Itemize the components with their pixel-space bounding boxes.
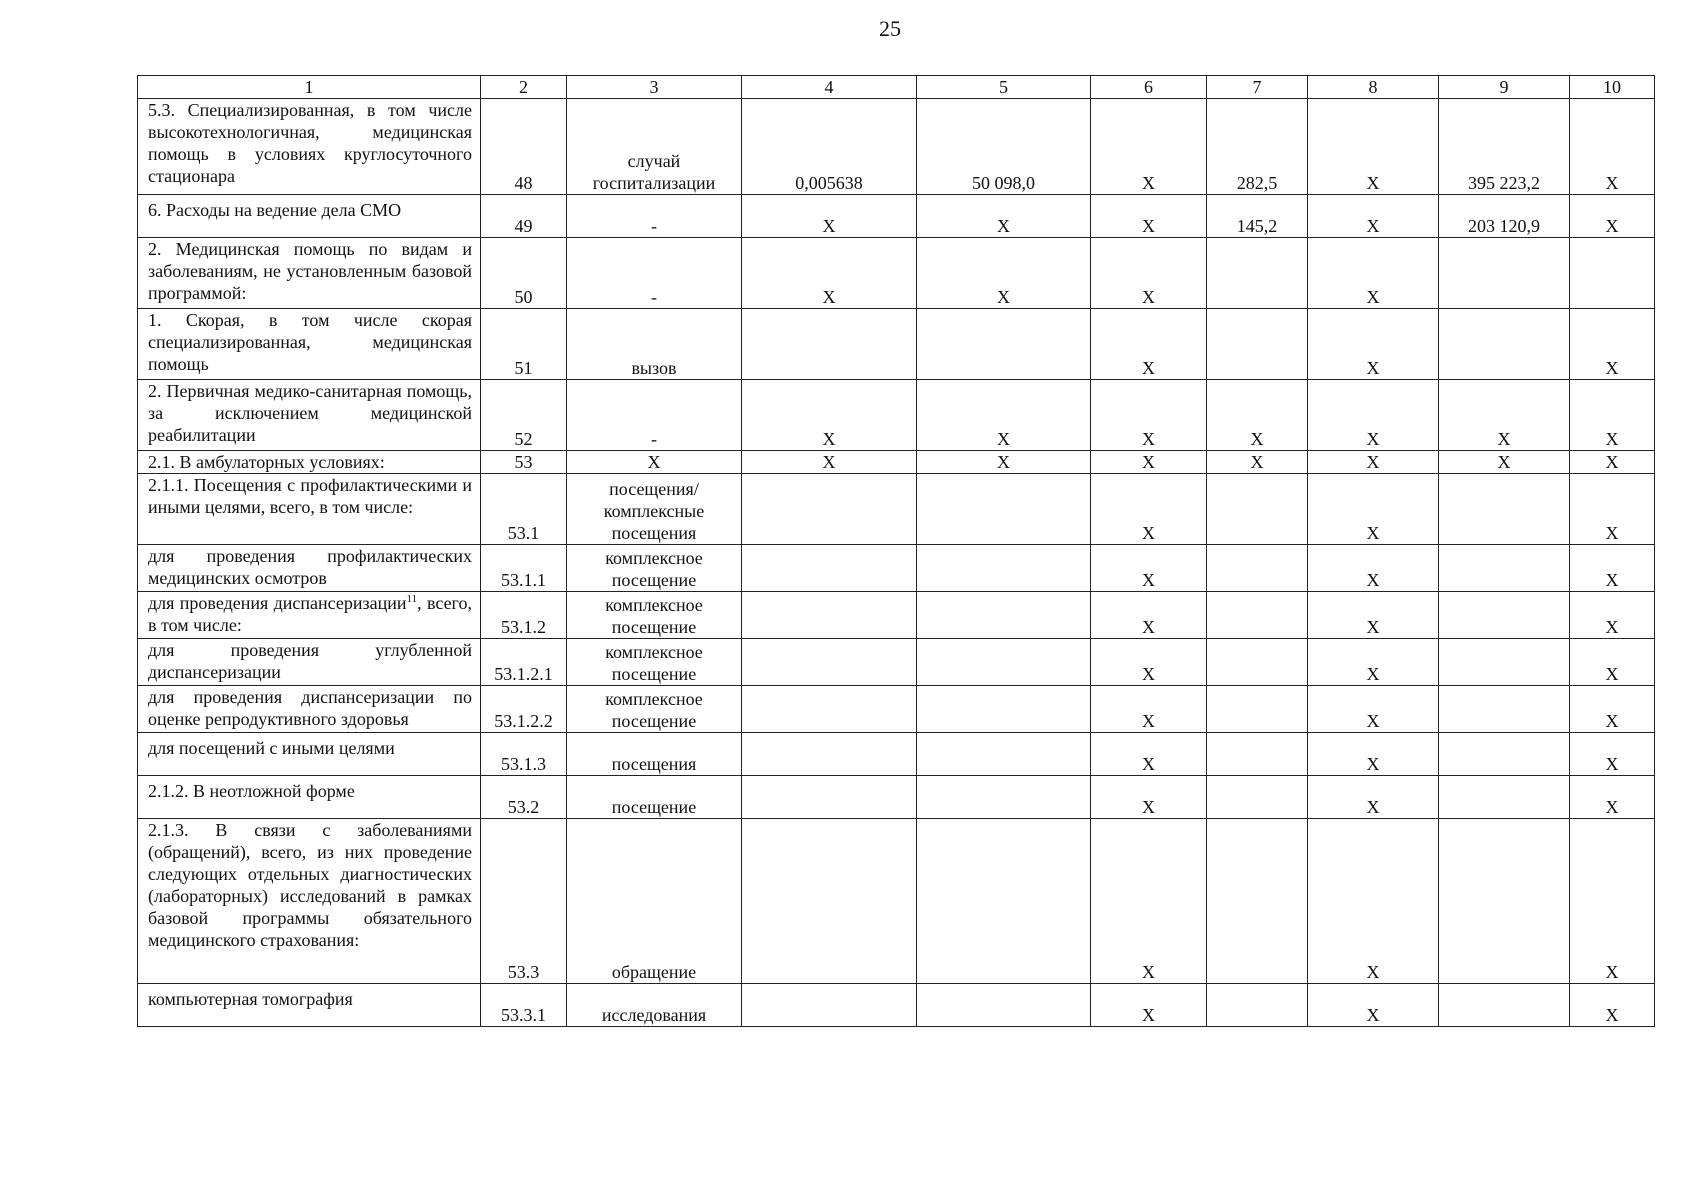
tariff-table [137,75,1655,1027]
row-cell-9 [1439,592,1570,639]
row-name: 6. Расходы на ведение дела СМО [138,195,481,238]
row-cell-5 [917,639,1091,686]
row-cell-4: 0,005638 [742,99,917,195]
row-line-number: 53.1.2.2 [481,686,567,733]
row-name: 1. Скорая, в том числе скорая специализированная, медицинская помощь [138,309,481,380]
row-cell-9 [1439,686,1570,733]
row-cell-4 [742,474,917,545]
row-name: 2.1.3. В связи с заболеваниями (обращений), всего, из них проведение следующих отдельных диагностических (лабораторных) исследований в рамках базовой программы обязательного медицинского страхования: [138,819,481,984]
row-unit: - [567,380,742,451]
column-number-header-row [138,76,1655,99]
row-cell-6: X [1091,984,1207,1027]
row-unit: X [567,451,742,474]
row-cell-7 [1207,592,1308,639]
row-name: 2.1.2. В неотложной форме [138,776,481,819]
row-cell-5: X [917,380,1091,451]
table-row [138,545,1655,592]
row-cell-5 [917,474,1091,545]
row-line-number: 52 [481,380,567,451]
table-row [138,776,1655,819]
row-name-text: для проведения диспансеризации [148,593,407,613]
table-row [138,309,1655,380]
row-cell-5 [917,592,1091,639]
row-cell-9 [1439,733,1570,776]
row-line-number: 53 [481,451,567,474]
column-number-3: 3 [567,76,742,99]
row-cell-6: X [1091,380,1207,451]
row-cell-6: X [1091,195,1207,238]
row-cell-5 [917,545,1091,592]
row-cell-6: X [1091,309,1207,380]
row-line-number: 53.3.1 [481,984,567,1027]
row-cell-8: X [1308,776,1439,819]
row-cell-4 [742,309,917,380]
row-name: для проведения углубленной диспансеризации [138,639,481,686]
row-cell-10: X [1570,451,1655,474]
row-cell-8: X [1308,380,1439,451]
row-name: 2.1. В амбулаторных условиях: [138,451,481,474]
row-line-number: 53.1.2.1 [481,639,567,686]
row-cell-5 [917,733,1091,776]
row-cell-10: X [1570,195,1655,238]
row-unit: исследования [567,984,742,1027]
row-cell-4 [742,545,917,592]
row-cell-8: X [1308,309,1439,380]
table-row [138,733,1655,776]
row-cell-7 [1207,733,1308,776]
row-cell-8: X [1308,474,1439,545]
row-cell-9: X [1439,380,1570,451]
column-number-1: 1 [138,76,481,99]
row-cell-5 [917,776,1091,819]
column-number-8: 8 [1308,76,1439,99]
row-cell-10: X [1570,309,1655,380]
row-unit: посещения/ комплексные посещения [567,474,742,545]
row-cell-10: X [1570,639,1655,686]
row-cell-6: X [1091,545,1207,592]
row-name: для посещений с иными целями [138,733,481,776]
row-cell-9 [1439,776,1570,819]
row-cell-7 [1207,776,1308,819]
row-cell-6: X [1091,733,1207,776]
table-row [138,639,1655,686]
row-cell-8: X [1308,686,1439,733]
table-row [138,238,1655,309]
row-cell-5 [917,819,1091,984]
row-unit: вызов [567,309,742,380]
table-row [138,99,1655,195]
row-unit: комплексное посещение [567,545,742,592]
row-cell-7: X [1207,380,1308,451]
column-number-4: 4 [742,76,917,99]
row-line-number: 53.3 [481,819,567,984]
row-cell-7 [1207,984,1308,1027]
row-cell-7 [1207,686,1308,733]
row-cell-7 [1207,639,1308,686]
row-cell-4 [742,733,917,776]
row-name: для проведения диспансеризации по оценке репродуктивного здоровья [138,686,481,733]
row-cell-7 [1207,545,1308,592]
row-cell-6: X [1091,99,1207,195]
table-row [138,592,1655,639]
row-cell-9 [1439,819,1570,984]
footnote-marker: 11 [406,593,418,605]
table-row [138,984,1655,1027]
row-cell-10: X [1570,545,1655,592]
row-cell-8: X [1308,545,1439,592]
row-line-number: 53.1.3 [481,733,567,776]
row-line-number: 53.1 [481,474,567,545]
row-unit: комплексное посещение [567,592,742,639]
row-cell-7: X [1207,451,1308,474]
row-cell-8: X [1308,195,1439,238]
row-cell-9: X [1439,451,1570,474]
row-unit: случай госпитализации [567,99,742,195]
row-cell-10 [1570,238,1655,309]
row-cell-8: X [1308,99,1439,195]
row-cell-6: X [1091,776,1207,819]
row-cell-8: X [1308,819,1439,984]
row-name: 5.3. Специализированная, в том числе высокотехнологичная, медицинская помощь в условиях круглосуточного стационара [138,99,481,195]
table-row [138,819,1655,984]
row-cell-4: X [742,238,917,309]
row-cell-9 [1439,545,1570,592]
row-cell-6: X [1091,686,1207,733]
row-cell-10: X [1570,99,1655,195]
row-cell-4 [742,984,917,1027]
row-cell-5 [917,686,1091,733]
row-line-number: 53.1.1 [481,545,567,592]
table-row [138,195,1655,238]
column-number-5: 5 [917,76,1091,99]
row-unit: посещение [567,776,742,819]
row-unit: комплексное посещение [567,639,742,686]
row-line-number: 53.1.2 [481,592,567,639]
row-cell-6: X [1091,819,1207,984]
row-cell-10: X [1570,984,1655,1027]
row-cell-5: X [917,451,1091,474]
row-unit: посещения [567,733,742,776]
row-cell-5: X [917,195,1091,238]
row-cell-9 [1439,238,1570,309]
row-cell-4: X [742,380,917,451]
row-cell-9 [1439,474,1570,545]
row-cell-4: X [742,451,917,474]
row-cell-5: X [917,238,1091,309]
column-number-10: 10 [1570,76,1655,99]
row-cell-6: X [1091,474,1207,545]
row-cell-8: X [1308,639,1439,686]
row-cell-9: 395 223,2 [1439,99,1570,195]
row-cell-10: X [1570,686,1655,733]
table-row [138,474,1655,545]
row-name: 2. Медицинская помощь по видам и заболеваниям, не установленным базовой программой: [138,238,481,309]
row-name: 2.1.1. Посещения с профилактическими и иными целями, всего, в том числе: [138,474,481,545]
row-cell-8: X [1308,592,1439,639]
column-number-7: 7 [1207,76,1308,99]
row-cell-10: X [1570,776,1655,819]
row-cell-10: X [1570,733,1655,776]
column-number-2: 2 [481,76,567,99]
row-name-tail: , всего, в том числе: [148,593,472,635]
row-cell-5: 50 098,0 [917,99,1091,195]
row-name: компьютерная томография [138,984,481,1027]
row-cell-4 [742,819,917,984]
row-cell-4 [742,639,917,686]
row-unit: - [567,238,742,309]
row-line-number: 51 [481,309,567,380]
row-name: 2. Первичная медико-санитарная помощь, за исключением медицинской реабилитации [138,380,481,451]
row-cell-4 [742,686,917,733]
row-cell-7: 282,5 [1207,99,1308,195]
row-name [138,592,481,639]
row-name: для проведения профилактических медицинских осмотров [138,545,481,592]
table-row [138,686,1655,733]
column-number-9: 9 [1439,76,1570,99]
row-cell-7: 145,2 [1207,195,1308,238]
row-cell-10: X [1570,380,1655,451]
page-number: 25 [879,16,901,41]
row-line-number: 49 [481,195,567,238]
row-cell-6: X [1091,238,1207,309]
row-cell-8: X [1308,238,1439,309]
row-cell-10: X [1570,592,1655,639]
row-line-number: 48 [481,99,567,195]
row-cell-8: X [1308,984,1439,1027]
row-cell-4: X [742,195,917,238]
row-cell-6: X [1091,639,1207,686]
row-cell-10: X [1570,474,1655,545]
row-cell-8: X [1308,451,1439,474]
row-unit: обращение [567,819,742,984]
row-cell-9 [1439,309,1570,380]
row-cell-4 [742,776,917,819]
row-cell-7 [1207,238,1308,309]
row-cell-9 [1439,639,1570,686]
row-cell-6: X [1091,592,1207,639]
table-row [138,380,1655,451]
column-number-6: 6 [1091,76,1207,99]
row-unit: комплексное посещение [567,686,742,733]
row-cell-6: X [1091,451,1207,474]
row-cell-7 [1207,819,1308,984]
row-cell-9 [1439,984,1570,1027]
row-cell-10: X [1570,819,1655,984]
row-cell-4 [742,592,917,639]
row-line-number: 50 [481,238,567,309]
row-cell-9: 203 120,9 [1439,195,1570,238]
row-cell-8: X [1308,733,1439,776]
row-cell-7 [1207,309,1308,380]
row-cell-5 [917,309,1091,380]
row-line-number: 53.2 [481,776,567,819]
table-row [138,451,1655,474]
row-cell-7 [1207,474,1308,545]
row-unit: - [567,195,742,238]
row-cell-5 [917,984,1091,1027]
